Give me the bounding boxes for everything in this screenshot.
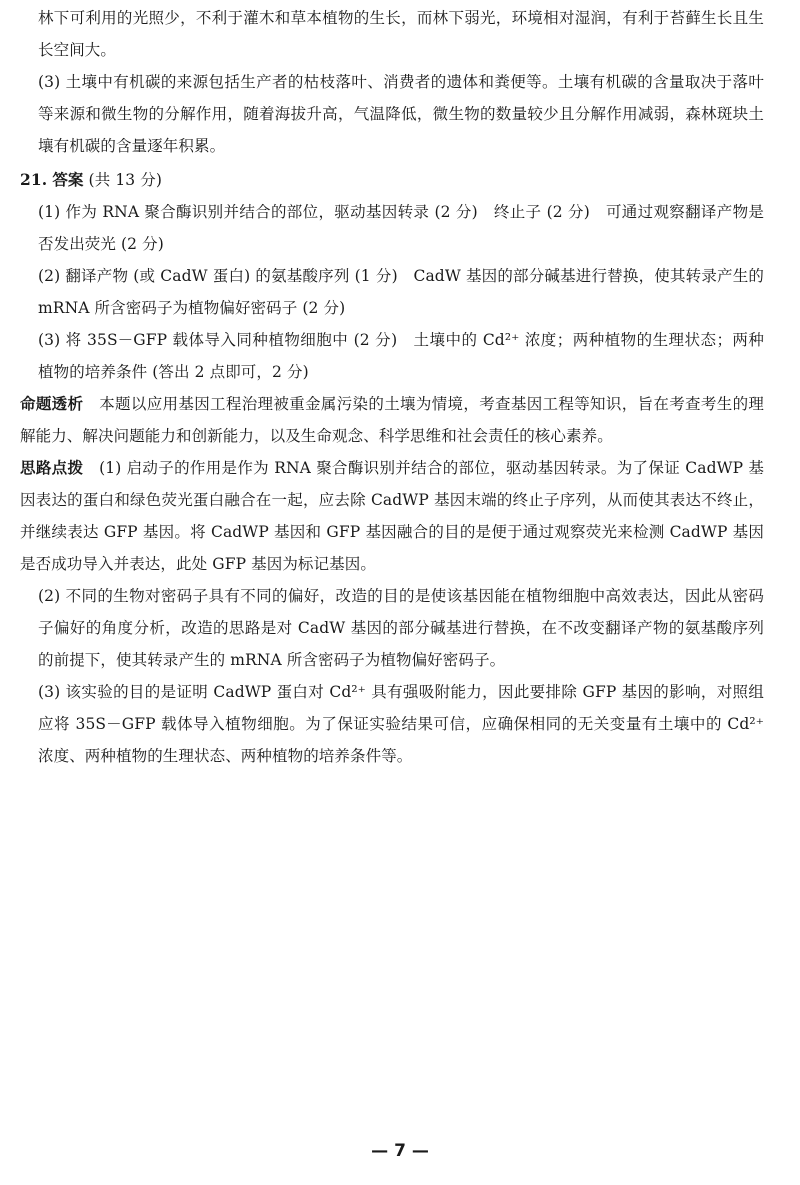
page-number: — 7 — [371, 1141, 429, 1161]
question-21-header [20, 164, 764, 196]
answer-score: (共 13 分) [88, 171, 163, 189]
analysis-text: 本题以应用基因工程治理被重金属污染的土壤为情境，考查基因工程等知识，旨在考查考生的理解能力、解决问题能力和创新能力，以及生命观念、科学思维和社会责任的核心素养。 [20, 395, 764, 445]
hint-text-1: (1) 启动子的作用是作为 RNA 聚合酶识别并结合的部位，驱动基因转录。为了保证 CadWP 基因表达的蛋白和绿色荧光蛋白融合在一起，应去除 CadWP 基因末端的终止子序列，从而使其表达不终止，并继续表达 GFP 基因。将 CadWP 基因和 GFP 基因融合的目的是便于通过观察荧光来检测 CadWP 基因是否成功导入并表达，此处 GFP 基因为标记基因。 [20, 459, 764, 573]
hint-paragraph-3: (3) 该实验的目的是证明 CadWP 蛋白对 Cd²⁺ 具有强吸附能力，因此要排除 GFP 基因的影响，对照组应将 35S－GFP 载体导入植物细胞。为了保证实验结果可信，应确保相同的无关变量有土壤中的 Cd²⁺ 浓度、两种植物的生理状态、两种植物的培养条件等。 [38, 683, 764, 765]
question-number: 21. [20, 170, 48, 189]
prev-paragraph-1: 林下可利用的光照少，不利于灌木和草本植物的生长，而林下弱光，环境相对湿润，有利于苔藓生长且生长空间大。 [38, 9, 764, 59]
hint-paragraph-1 [20, 452, 764, 580]
analysis-label: 命题透析 [20, 394, 84, 413]
hint-label: 思路点拨 [20, 458, 84, 477]
answer-label: 答案 [52, 170, 84, 189]
analysis-paragraph [20, 388, 764, 452]
answer-part-2: (2) 翻译产物 (或 CadW 蛋白) 的氨基酸序列 (1 分) CadW 基因的部分碱基进行替换，使其转录产生的 mRNA 所含密码子为植物偏好密码子 (2 分) [38, 267, 764, 317]
answer-part-3: (3) 将 35S－GFP 载体导入同种植物细胞中 (2 分) 土壤中的 Cd²⁺ 浓度；两种植物的生理状态；两种植物的培养条件 (答出 2 点即可，2 分) [38, 331, 764, 381]
answer-part-1: (1) 作为 RNA 聚合酶识别并结合的部位，驱动基因转录 (2 分) 终止子 (2 分) 可通过观察翻译产物是否发出荧光 (2 分) [38, 203, 764, 253]
prev-paragraph-2: (3) 土壤中有机碳的来源包括生产者的枯枝落叶、消费者的遗体和粪便等。土壤有机碳的含量取决于落叶等来源和微生物的分解作用，随着海拔升高，气温降低，微生物的数量较少且分解作用减弱，森林斑块土壤有机碳的含量逐年积累。 [38, 73, 764, 155]
hint-paragraph-2: (2) 不同的生物对密码子具有不同的偏好，改造的目的是使该基因能在植物细胞中高效表达，因此从密码子偏好的角度分析，改造的思路是对 CadW 基因的部分碱基进行替换，在不改变翻译产物的氨基酸序列的前提下，使其转录产生的 mRNA 所含密码子为植物偏好密码子。 [38, 587, 764, 669]
